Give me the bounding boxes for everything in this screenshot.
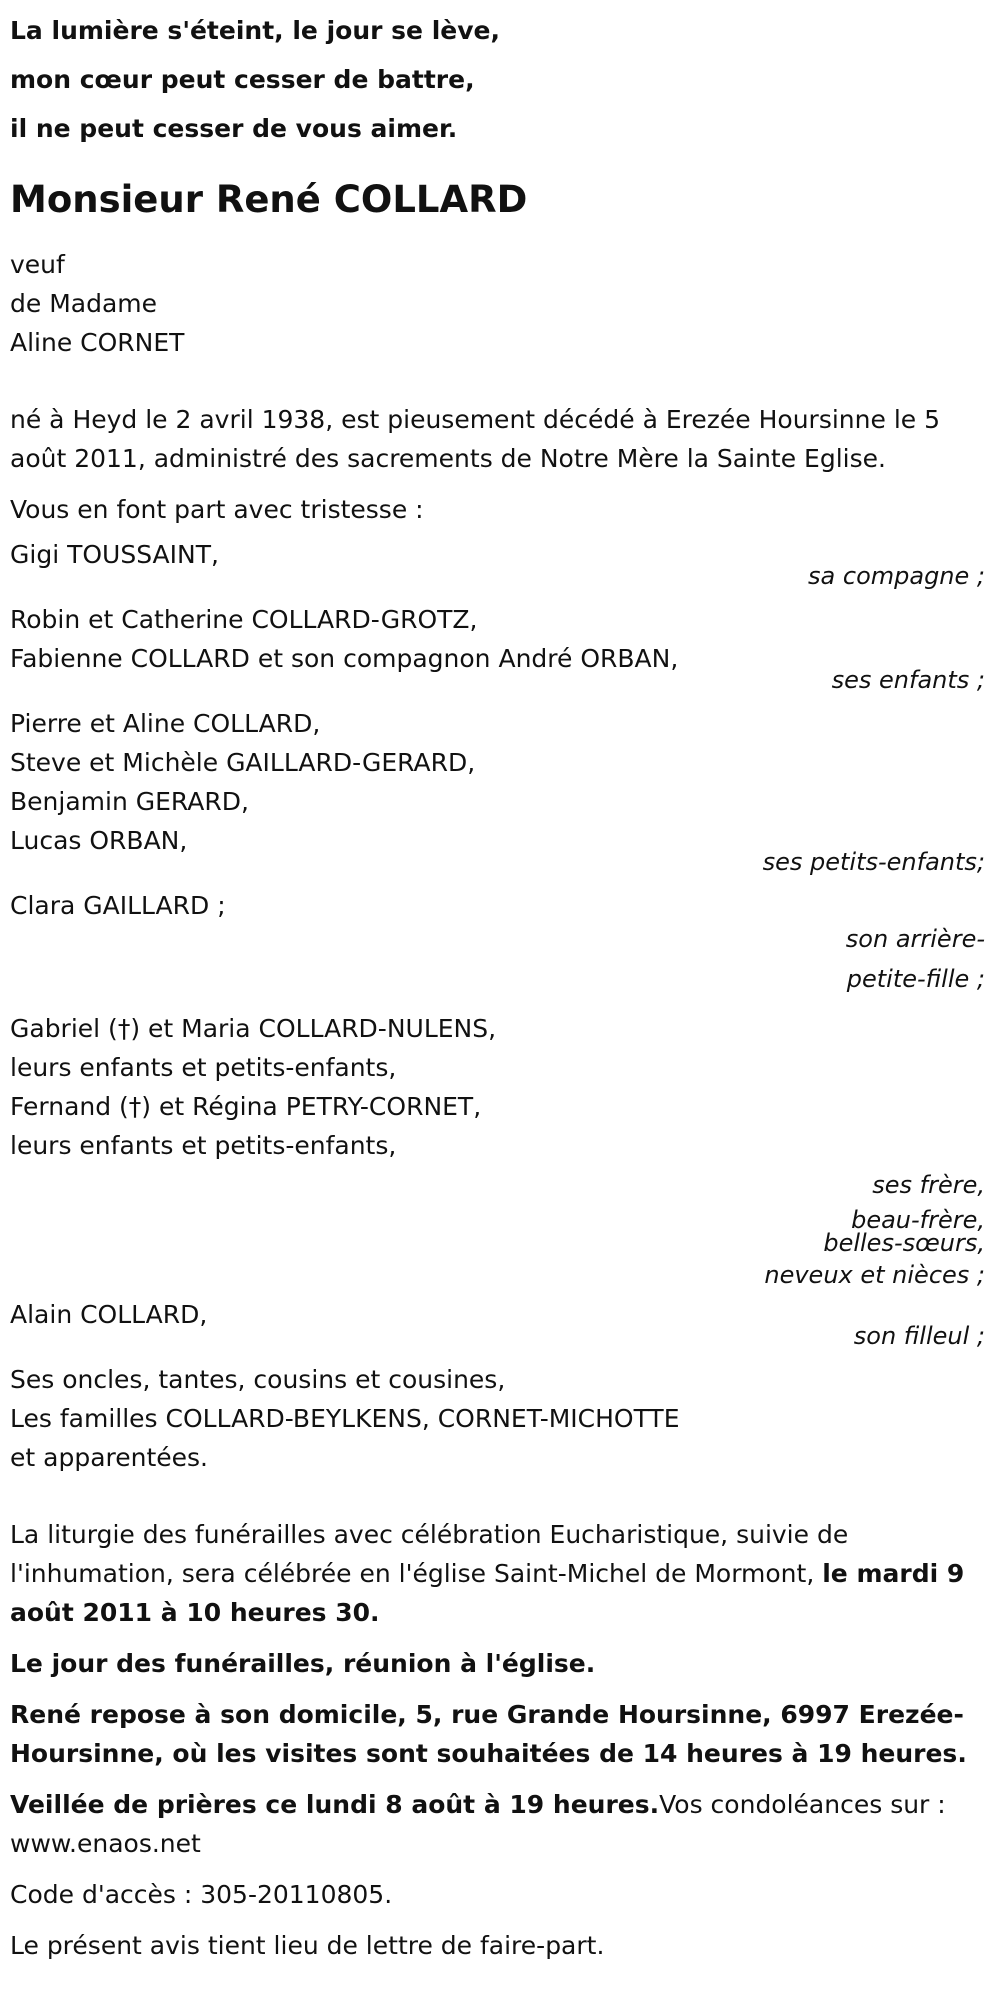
poem	[10, 6, 1000, 153]
liturgy-paragraph	[10, 1515, 1000, 1632]
family-name-line: et apparentées.	[10, 1443, 208, 1472]
widower-block	[10, 245, 1000, 362]
role-siblings-line1: ses frère,	[872, 1171, 985, 1199]
role-great-grandchild-line2: petite-fille ;	[846, 965, 985, 993]
role-siblings-line2: beau-frère,	[851, 1206, 985, 1234]
family-group-siblings	[10, 1009, 1000, 1165]
family-name-line: Clara GAILLARD ;	[10, 891, 226, 920]
widower-line: Aline CORNET	[10, 328, 185, 357]
widower-line: veuf	[10, 250, 65, 279]
family-name-line: leurs enfants et petits-enfants,	[10, 1053, 397, 1082]
family-name-line: Robin et Catherine COLLARD-GROTZ,	[10, 605, 478, 634]
role-siblings-line3: belles-sœurs,	[823, 1229, 985, 1257]
role-companion: sa compagne ;	[808, 562, 985, 590]
role-grandchildren: ses petits-enfants;	[762, 848, 985, 876]
poem-line: mon cœur peut cesser de battre,	[10, 65, 475, 94]
intro-text: Vous en font part avec tristesse :	[10, 495, 424, 524]
condolences-text: Vos condoléances sur : www.enaos.net	[10, 1790, 946, 1858]
role-godson: son filleul ;	[853, 1322, 985, 1350]
family-name-line: Pierre et Aline COLLARD,	[10, 709, 321, 738]
poem-line: La lumière s'éteint, le jour se lève,	[10, 16, 500, 45]
access-code-text: Code d'accès : 305-20110805.	[10, 1880, 393, 1909]
widower-line: de Madame	[10, 289, 158, 318]
role-great-grandchild-line1: son arrière-	[845, 925, 985, 953]
family-name-line: Les familles COLLARD-BEYLKENS, CORNET-MICHOTTE	[10, 1404, 680, 1433]
family-group-grandchildren	[10, 704, 1000, 860]
family-name-line: leurs enfants et petits-enfants,	[10, 1131, 397, 1160]
family-name-line: Fabienne COLLARD et son compagnon André ORBAN,	[10, 644, 679, 673]
vigil-text: Veillée de prières ce lundi 8 août à 19 heures.	[10, 1790, 660, 1819]
liturgy-date: le mardi 9 août 2011 à 10 heures 30.	[10, 1559, 965, 1627]
notice-text: Le présent avis tient lieu de lettre de faire-part.	[10, 1931, 605, 1960]
liturgy-text: La liturgie des funérailles avec célébration Eucharistique, suivie de l'inhumation, sera célébrée en l'église Saint-Michel de Mormont,	[10, 1520, 849, 1588]
family-name-line: Steve et Michèle GAILLARD-GERARD,	[10, 748, 476, 777]
family-name-line: Lucas ORBAN,	[10, 826, 188, 855]
family-name-line: Gabriel (†) et Maria COLLARD-NULENS,	[10, 1014, 497, 1043]
poem-line: il ne peut cesser de vous aimer.	[10, 114, 458, 143]
role-siblings-line4: neveux et nièces ;	[764, 1261, 985, 1289]
birth-death-text: né à Heyd le 2 avril 1938, est pieusement décédé à Erezée Hoursinne le 5 août 2011, administré des sacrements de Notre Mère la Sainte Eglise.	[10, 405, 940, 473]
repose-text: René repose à son domicile, 5, rue Grande Hoursinne, 6997 Erezée-Hoursinne, où les visites sont souhaitées de 14 heures à 19 heures.	[10, 1700, 967, 1768]
family-name-line: Fernand (†) et Régina PETRY-CORNET,	[10, 1092, 482, 1121]
deceased-name: Monsieur René COLLARD	[10, 178, 528, 221]
family-name-line: Ses oncles, tantes, cousins et cousines,	[10, 1365, 506, 1394]
family-group-others	[10, 1360, 1000, 1477]
family-name-line: Alain COLLARD,	[10, 1300, 208, 1329]
family-name-line: Gigi TOUSSAINT,	[10, 540, 219, 569]
family-name-line: Benjamin GERARD,	[10, 787, 249, 816]
vigil-paragraph	[10, 1785, 1000, 1863]
meeting-text: Le jour des funérailles, réunion à l'église.	[10, 1649, 596, 1678]
role-children: ses enfants ;	[831, 666, 985, 694]
